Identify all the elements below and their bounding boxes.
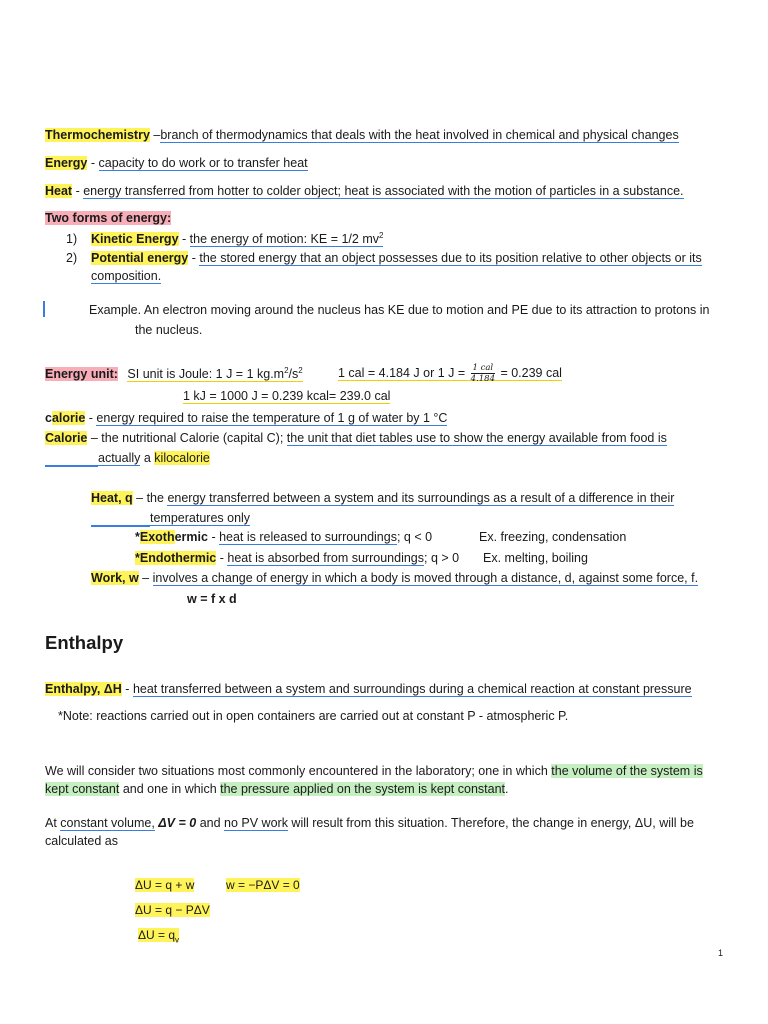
equation-work: w = −PΔV = 0 [226,878,300,892]
heat-term: Heat [45,184,73,198]
exothermic-line: *Exothermic - heat is released to surroundings; q < 0 [135,530,433,544]
constant-volume-line-2: calculated as [45,834,118,848]
constant-pressure-highlight: the pressure applied on the system is kept constant [220,782,506,796]
work-formula: w = f x d [187,592,237,606]
thermochemistry-term: Thermochemistry [45,128,150,142]
constant-volume-line-1: At constant volume, ΔV = 0 and no PV work will result from this situation. Therefore, the change in energy, ΔU, will be [45,816,694,830]
calorie-big-line: Calorie – the nutritional Calorie (capital C); the unit that diet tables use to show the energy available from food is [45,431,667,445]
calorie-underline-lead [45,465,98,467]
heat-q-line: Heat, q – the energy transferred between a system and its surroundings as a result of a difference in their [91,491,675,505]
work-term: Work, w [91,571,139,585]
two-forms-title: Two forms of energy: [45,211,172,225]
equation-1: ΔU = q + w [135,878,195,892]
heat-line: Heat - energy transferred from hotter to colder object; heat is associated with the motion of particles in a substance. [45,184,684,198]
enthalpy-note: *Note: reactions carried out in open containers are carried out at constant P - atmospheric P. [58,709,569,723]
example-line-1: Example. An electron moving around the nucleus has KE due to motion and PE due to its attraction to protons in [89,303,710,317]
exothermic-example: Ex. freezing, condensation [479,530,627,544]
endothermic-term: *Endothermic [135,551,217,565]
example-line-2: the nucleus. [135,323,203,337]
calorie-big-definition: the unit that diet tables use to show the energy available from food is [286,431,667,445]
fraction-1cal-over-4184: $\frac{\text{1 cal}}{4.184}$ [470,363,495,384]
enthalpy-term: Enthalpy, ΔH [45,682,122,696]
heat-definition: energy transferred from hotter to colder object; heat is associated with the motion of particles in a substance. [83,184,684,198]
work-line: Work, w – involves a change of energy in which a body is moved through a distance, d, against some force, f. [91,571,699,585]
energy-unit-line [45,366,303,382]
endothermic-definition: heat is absorbed from surroundings [227,551,425,565]
exothermic-term: Exoth [139,530,175,544]
delta-v-zero: ΔV = 0 [158,816,197,830]
kinetic-energy-definition: the energy of motion: KE = 1/2 $mv^2$ [189,230,384,246]
equation-3: $\Delta U = q_v$ [138,928,180,945]
calorie-big-continuation: actually a kilocalorie [98,451,210,465]
thermochemistry-line: Thermochemistry –branch of thermodynamics that deals with the heat involved in chemical and physical changes [45,128,679,142]
enthalpy-heading: Enthalpy [45,632,124,653]
endothermic-line: *Endothermic - heat is absorbed from surroundings; q > 0 [135,551,460,565]
calorie-small-line: calorie - energy required to raise the temperature of 1 g of water by 1 °C [45,411,448,425]
calorie-big-term: Calorie [45,431,88,445]
calorie-small-term: alorie [51,411,86,425]
kilocalorie-term: kilocalorie [154,451,210,465]
potential-energy-continuation: composition. [91,269,162,283]
thermochemistry-definition: branch of thermodynamics that deals with the heat involved in chemical and physical changes [160,128,679,142]
energy-term: Energy [45,156,88,170]
two-forms-title-line [45,210,171,226]
situations-line-2: kept constant and one in which the pressure applied on the system is kept constant. [45,782,509,796]
heat-q-definition: energy transferred between a system and its surroundings as a result of a difference in their [167,491,675,505]
heat-q-continuation: temperatures only [150,511,251,525]
heat-q-underline-lead [91,525,150,527]
text-cursor [43,301,45,317]
kilojoule-conversion: 1 kJ = 1000 J = 0.239 kcal= 239.0 cal [183,389,391,403]
endothermic-example: Ex. melting, boiling [483,551,588,565]
enthalpy-line: Enthalpy, ΔH - heat transferred between a system and surroundings during a chemical reaction at constant pressure [45,682,692,696]
energy-definition: capacity to do work or to transfer heat [98,156,308,170]
calorie-conversion: 1 cal = 4.184 J or 1 J = $\frac{\text{1 cal}}{4.184}$ = 0.239 cal [338,363,562,384]
potential-energy-definition: the stored energy that an object possesses due to its position relative to other objects or its [199,251,702,265]
si-unit-text: SI unit is Joule: 1 J = 1 $kg.m^2/s^2$ [127,365,303,381]
energy-line: Energy - capacity to do work or to transfer heat [45,156,308,170]
potential-energy-item: 2) Potential energy - the stored energy that an object possesses due to its position relative to other objects or its [66,251,702,265]
calorie-small-definition: energy required to raise the temperature of 1 g of water by 1 °C [96,411,448,425]
kinetic-energy-item: 1) Kinetic Energy - the energy of motion: KE = 1/2 $mv^2$ [66,230,384,246]
potential-energy-term: Potential energy [91,251,189,265]
kinetic-energy-term: Kinetic Energy [91,232,179,246]
energy-unit-label: Energy unit: [45,367,118,381]
heat-q-term: Heat, q [91,491,133,505]
page-number: 1 [718,948,724,958]
constant-volume-highlight: the volume of the system is [551,764,703,778]
exothermic-definition: heat is released to surroundings [219,530,397,544]
equation-2: ΔU = q − PΔV [135,903,210,917]
enthalpy-definition: heat transferred between a system and surroundings during a chemical reaction at constant pressure [132,682,692,696]
situations-line-1: We will consider two situations most commonly encountered in the laboratory; one in which the volume of the system is [45,764,703,778]
work-definition: involves a change of energy in which a body is moved through a distance, d, against some force, f. [152,571,699,585]
